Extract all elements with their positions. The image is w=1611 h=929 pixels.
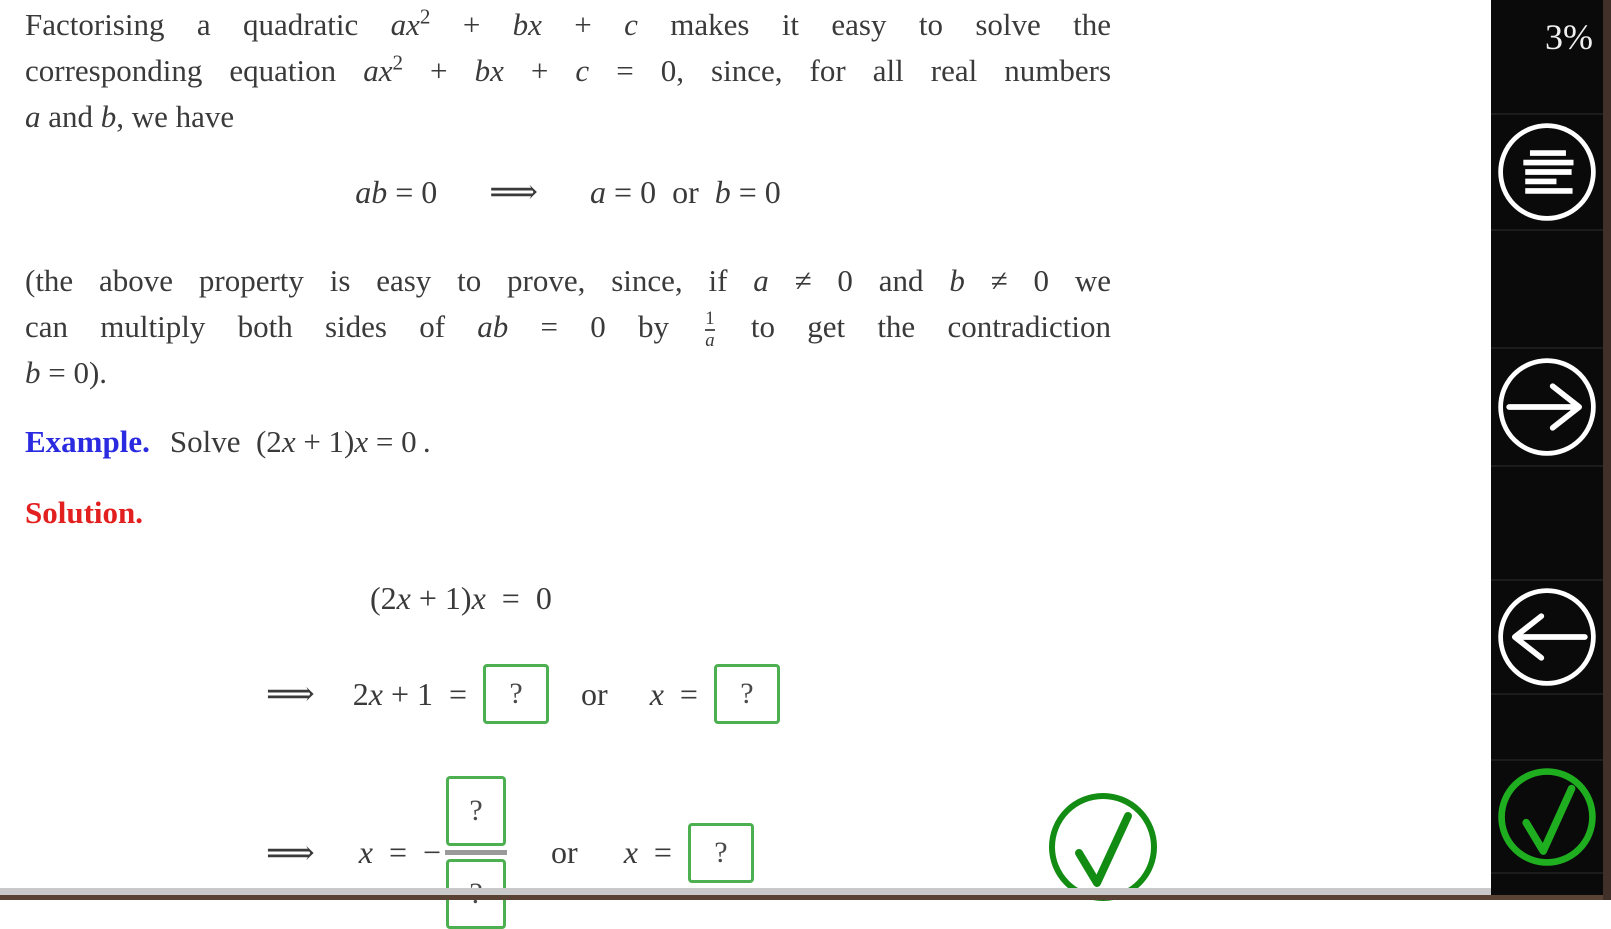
or-word: or	[551, 834, 578, 870]
intro-line-3: a and b, we have	[25, 99, 235, 134]
working-row-2	[266, 664, 780, 724]
row3-lhs: x = −	[358, 834, 442, 870]
next-arrow-icon	[1494, 354, 1600, 460]
answer-fraction	[445, 776, 507, 929]
solution-line	[25, 495, 143, 531]
implies-arrow: ⟹	[489, 174, 539, 211]
zero-product-equation	[25, 172, 1111, 212]
working-row-1: (2x + 1)x = 0	[370, 580, 552, 616]
answer-box-2[interactable]: ?	[714, 664, 780, 724]
row2-rhs: x =	[649, 675, 698, 712]
prev-arrow-icon	[1494, 584, 1600, 690]
sidebar-spacer	[1491, 872, 1603, 896]
intro-paragraph	[25, 2, 1111, 140]
previous-button[interactable]	[1491, 579, 1603, 693]
row2-lhs: 2x + 1 =	[352, 675, 468, 712]
proof-line-1: (the above property is easy to prove, since, if a ≠ 0 and b ≠ 0 we	[25, 263, 1111, 298]
correct-check-icon[interactable]	[1046, 790, 1160, 904]
answer-box-4[interactable]: ?	[688, 823, 754, 883]
row3-rhs: x =	[623, 834, 672, 870]
progress-value: 3%	[1545, 17, 1593, 57]
intro-line-1: Factorising a quadratic $ax^2$ + bx + c makes it easy to solve the	[25, 4, 1111, 42]
implies-arrow: ⟹	[266, 676, 315, 713]
sidebar-spacer	[1491, 693, 1603, 759]
progress-indicator	[1491, 0, 1603, 113]
example-label: Example.	[25, 424, 150, 459]
proof-paragraph	[25, 258, 1111, 396]
bottom-edge	[0, 895, 1611, 900]
sidebar-spacer	[1491, 229, 1603, 347]
answer-box-numerator[interactable]: ?	[446, 776, 506, 846]
proof-line-3: b = 0).	[25, 355, 108, 391]
fraction-bar	[445, 850, 507, 855]
sidebar-spacer	[1491, 465, 1603, 579]
proof-line-2: can multiply both sides of ab = 0 by $\frac{1}{a}$ to get the contradiction	[25, 308, 1111, 351]
right-edge	[1603, 0, 1611, 900]
working-row-3	[266, 776, 754, 929]
equation-right: a = 0 or b = 0	[590, 173, 781, 210]
or-word: or	[581, 675, 608, 712]
contents-button[interactable]	[1491, 113, 1603, 229]
answer-box-1[interactable]: ?	[483, 664, 549, 724]
intro-line-2: corresponding equation $ax^2$ + bx + c = 0, since, for all real numbers	[25, 50, 1112, 88]
example-line	[25, 424, 431, 460]
contents-menu-icon	[1494, 119, 1600, 225]
implies-arrow: ⟹	[266, 834, 315, 872]
check-answer-button[interactable]	[1491, 759, 1603, 872]
check-answer-icon	[1494, 764, 1600, 870]
nav-sidebar	[1491, 0, 1603, 896]
next-button[interactable]	[1491, 347, 1603, 465]
equation-left: ab = 0	[355, 173, 438, 210]
solution-label: Solution.	[25, 495, 144, 530]
example-statement: Solve (2x + 1)x = 0 .	[169, 424, 431, 459]
